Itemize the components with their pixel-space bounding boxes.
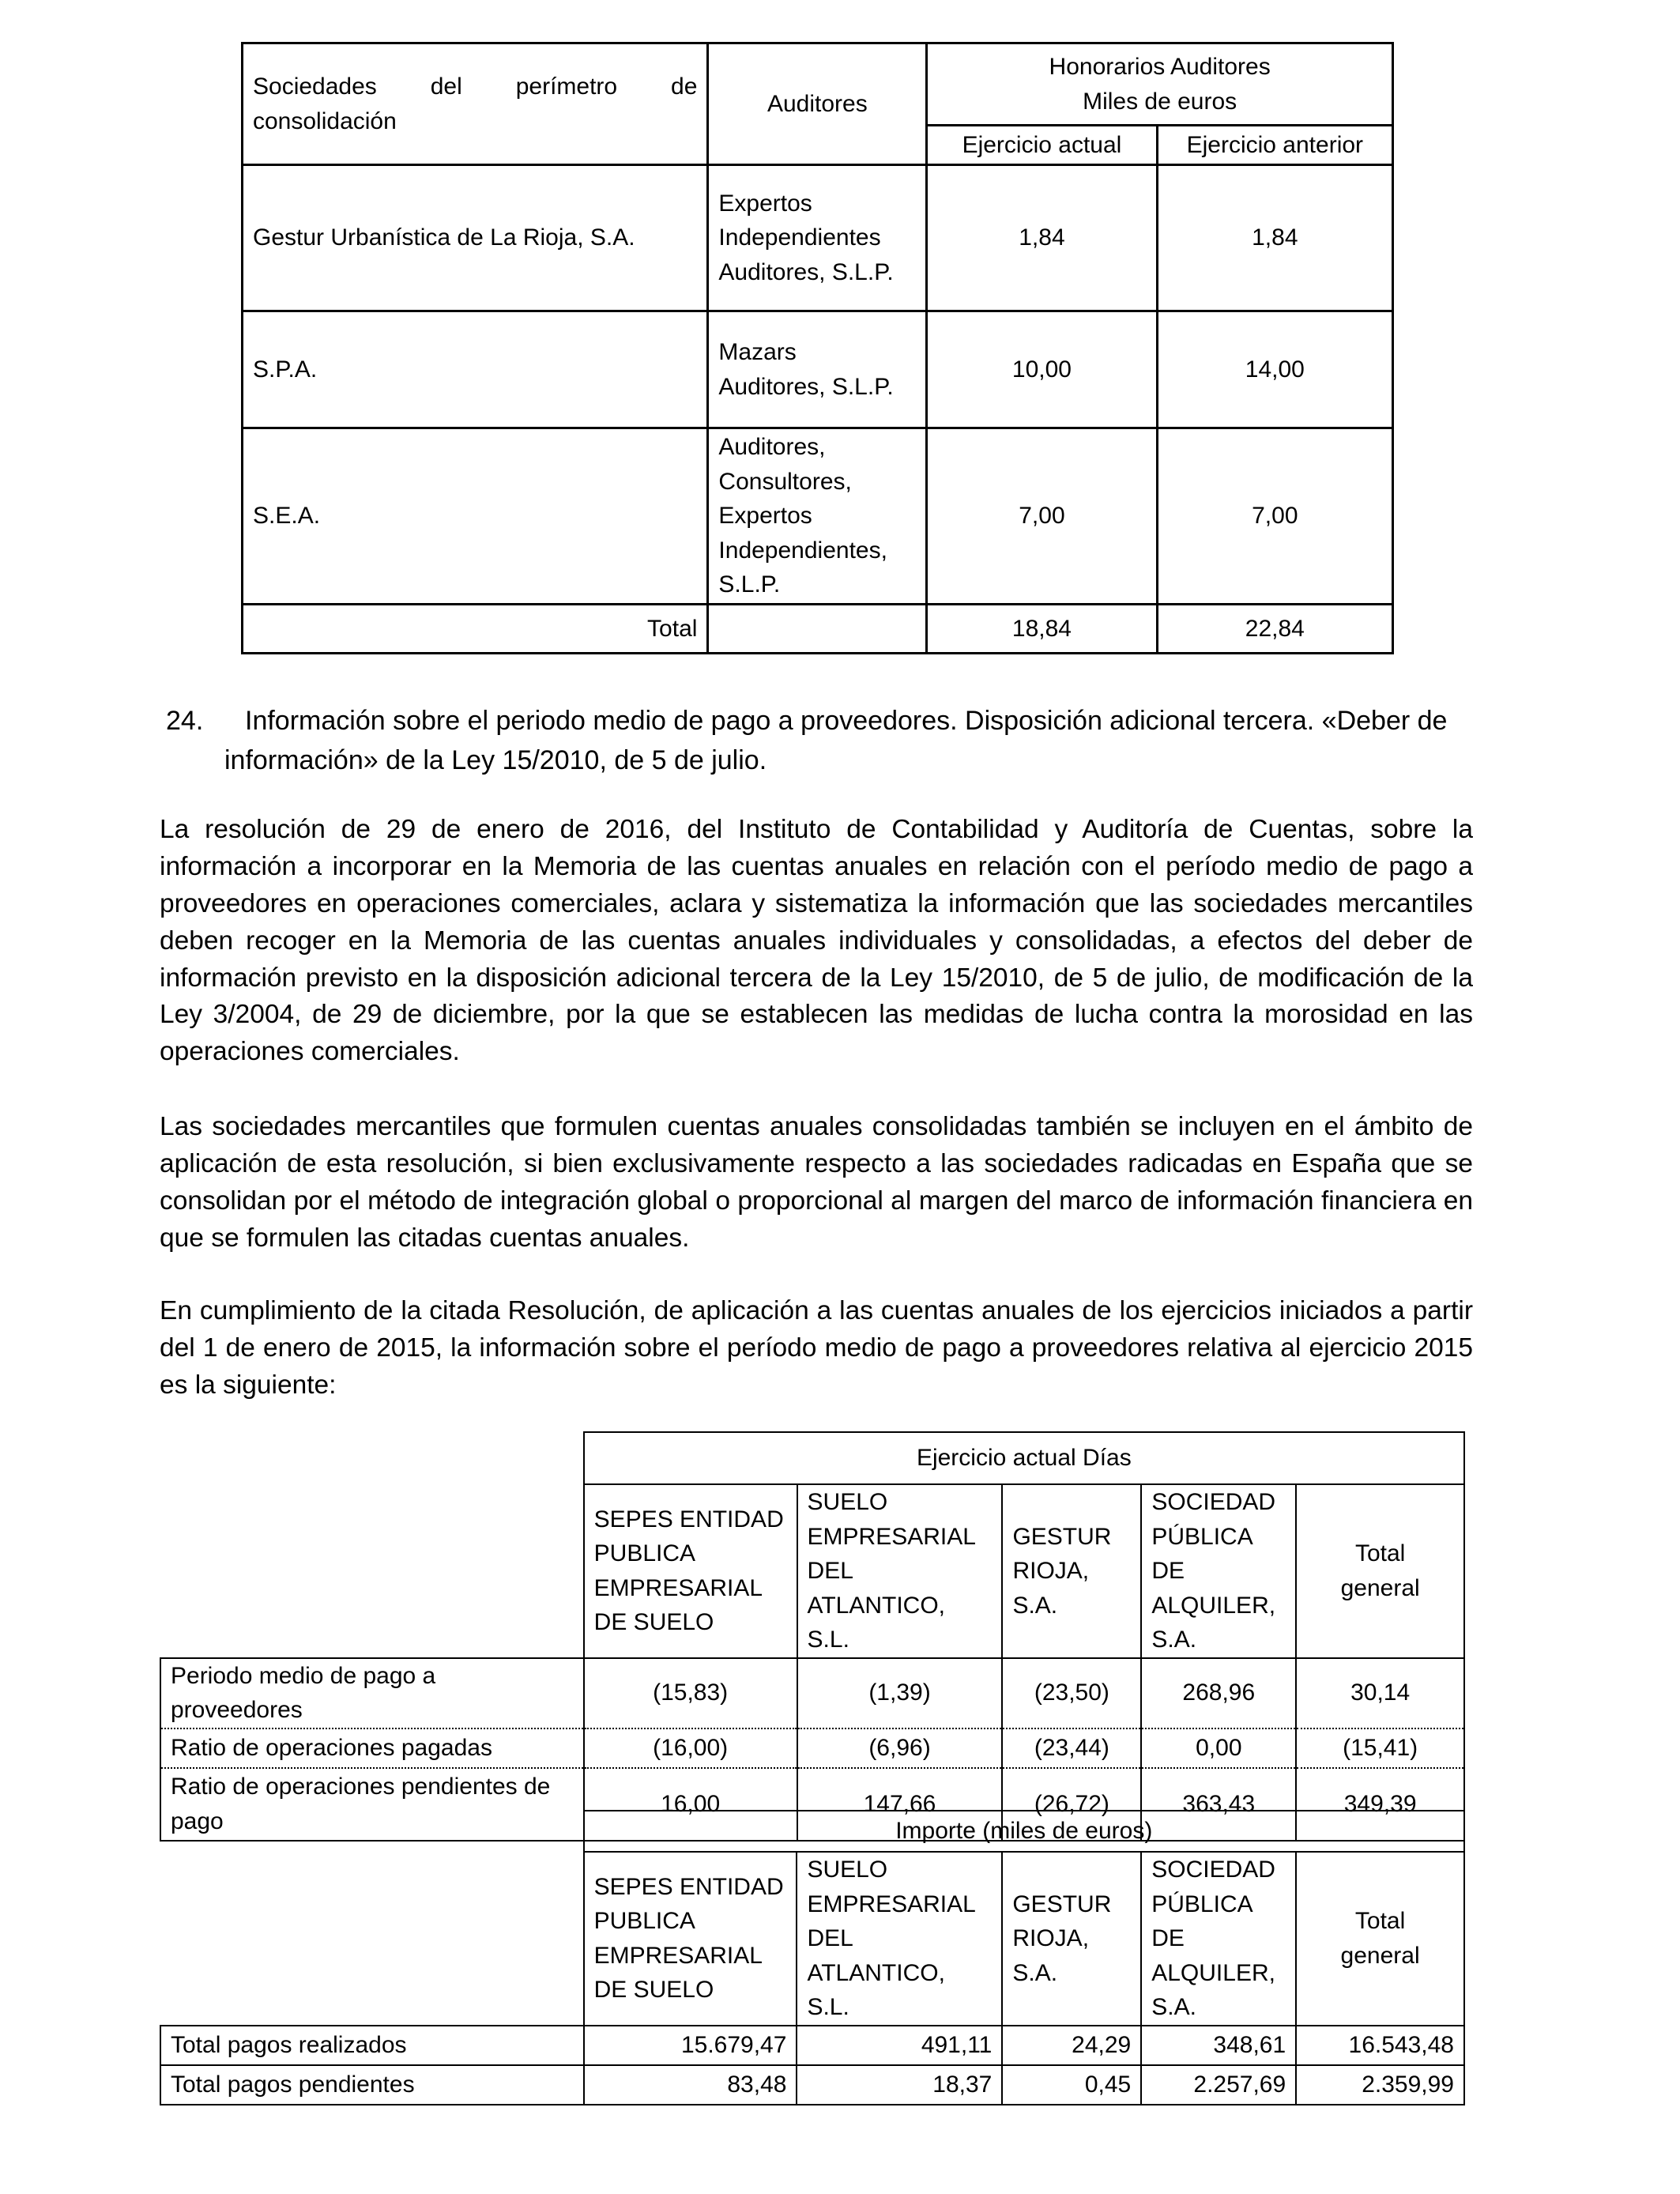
column-header-sepes (584, 1852, 797, 2026)
header-line: EMPRESARIAL (807, 1523, 976, 1550)
cell-value: (26,72) (1002, 1768, 1141, 1841)
auditor-line: Independientes (718, 224, 881, 251)
header-line: SEPES ENTIDAD (593, 1873, 784, 1900)
fee-current: 10,00 (927, 311, 1157, 428)
header-line: DEL ATLANTICO, (807, 1925, 945, 1986)
column-header-total (1296, 1484, 1464, 1658)
company-name: Gestur Urbanística de La Rioja, S.A. (243, 165, 708, 311)
cell-value: 83,48 (584, 2065, 797, 2105)
header-line: GESTUR (1012, 1891, 1112, 1917)
column-header-sepes (584, 1484, 797, 1658)
total-empty-cell (708, 605, 927, 654)
header-line: SOCIEDAD (1151, 1489, 1276, 1515)
auditor-line: Mazars (718, 339, 797, 365)
column-header-gestur (1002, 1852, 1141, 2026)
table-row (160, 1658, 1464, 1728)
cell-value: (15,83) (584, 1658, 797, 1728)
header-auditors: Auditores (708, 43, 927, 165)
table-row (160, 2065, 1464, 2105)
fee-current: 1,84 (927, 165, 1157, 311)
blank-corner (160, 1484, 584, 1658)
cell-value: (6,96) (797, 1728, 1003, 1768)
header-line: SOCIEDAD (1151, 1857, 1275, 1883)
cell-value: 24,29 (1002, 2026, 1141, 2065)
header-line: SUELO (807, 1857, 888, 1883)
fee-previous: 7,00 (1157, 428, 1392, 605)
header-line: S.A. (1151, 1627, 1197, 1653)
cell-value: 491,11 (797, 2026, 1002, 2065)
cell-value: 0,45 (1002, 2065, 1141, 2105)
total-label: Total (243, 605, 708, 654)
auditor-line: Expertos (718, 190, 812, 217)
total-previous: 22,84 (1157, 605, 1392, 654)
cell-value: (23,50) (1002, 1658, 1141, 1728)
cell-value: (15,41) (1296, 1728, 1464, 1768)
header-line: DE SUELO (593, 1609, 714, 1636)
header-line: general (1340, 1574, 1420, 1601)
row-label: Ratio de operaciones pagadas (160, 1728, 584, 1768)
payment-period-table (160, 1431, 1465, 1842)
table-row (243, 311, 1393, 428)
column-header-total (1296, 1852, 1464, 2026)
auditor-line: Expertos (718, 503, 812, 530)
auditor-line: Auditores, S.L.P. (718, 258, 894, 285)
header-current-year: Ejercicio actual (927, 126, 1157, 165)
auditor-name (708, 428, 927, 605)
header-line: S.L. (807, 1994, 849, 2020)
header-fees (927, 43, 1393, 126)
column-header-suelo (797, 1852, 1002, 2026)
payment-amounts-table (160, 1810, 1465, 2105)
cell-value: (23,44) (1002, 1728, 1141, 1768)
cell-value: 268,96 (1141, 1658, 1296, 1728)
auditor-name (708, 311, 927, 428)
cell-value: 15.679,47 (584, 2026, 797, 2065)
paragraph-3: En cumplimiento de la citada Resolución, de aplicación a las cuentas anuales de los ejercicios iniciados a partir del 1 de enero de 2015, la información sobre el período medio de pago a proveedores relativa al ejercicio 2015 es la siguiente: (160, 1296, 1473, 1400)
header-line: Total (1354, 1540, 1406, 1567)
cell-value: 16.543,48 (1296, 2026, 1464, 2065)
heading-line1 (166, 702, 1509, 741)
row-label: Total pagos pendientes (160, 2065, 584, 2105)
header-fees-line1: Honorarios Auditores (1049, 54, 1271, 80)
row-label-line: pago (171, 1808, 224, 1834)
fee-previous: 14,00 (1157, 311, 1392, 428)
auditor-line: Auditores, S.L.P. (718, 373, 894, 400)
header-fees-line2: Miles de euros (1083, 88, 1237, 115)
header-line: S.A. (1012, 1592, 1058, 1619)
fee-previous: 1,84 (1157, 165, 1392, 311)
auditor-line: Consultores, (718, 468, 852, 495)
header-line: S.L. (807, 1627, 849, 1653)
header-line: PUBLICA (593, 1908, 695, 1935)
section-title-part1: Información sobre el periodo medio de pago a proveedores. Disposición adicional tercera. «Deber de (245, 706, 1448, 736)
cell-value: (1,39) (797, 1658, 1003, 1728)
header-company (243, 43, 708, 165)
table-title: Importe (miles de euros) (584, 1811, 1464, 1852)
cell-value: 2.359,99 (1296, 2065, 1464, 2105)
cell-value: 30,14 (1296, 1658, 1464, 1728)
total-current: 18,84 (927, 605, 1157, 654)
header-line: PÚBLICA DE (1151, 1891, 1252, 1951)
row-label-line: proveedores (171, 1697, 303, 1723)
column-header-sociedad (1141, 1852, 1296, 2026)
column-header-suelo (797, 1484, 1003, 1658)
cell-value: 18,37 (797, 2065, 1002, 2105)
paragraph-2: Las sociedades mercantiles que formulen cuentas anuales consolidadas también se incluyen en el ámbito de aplicación de esta resolución, si bien exclusivamente respecto a las sociedades radicadas en España que se consolidan por el método de integración global o proporcional al margen del marco de información financiera en que se formulen las citadas cuentas anuales. (160, 1112, 1473, 1253)
header-company-line1: Sociedades del perímetro de (253, 74, 698, 100)
header-line: RIOJA, (1012, 1558, 1090, 1584)
auditor-line: S.L.P. (718, 571, 781, 598)
column-header-sociedad (1141, 1484, 1296, 1658)
section-title-part2: información» de la Ley 15/2010, de 5 de julio. (224, 745, 767, 775)
header-line: DE SUELO (593, 1977, 714, 2004)
header-line: general (1340, 1942, 1420, 1969)
blank-corner (160, 1811, 584, 1852)
cell-value: 147,66 (797, 1768, 1003, 1841)
auditor-line: Independientes, (718, 537, 887, 564)
cell-value: 349,39 (1296, 1768, 1464, 1841)
company-name: S.P.A. (243, 311, 708, 428)
cell-value: 16,00 (584, 1768, 797, 1841)
auditor-fees-table (241, 42, 1394, 654)
section-heading (166, 702, 1509, 780)
header-line: EMPRESARIAL (807, 1891, 976, 1917)
header-previous-year: Ejercicio anterior (1157, 126, 1392, 165)
header-line: RIOJA, (1012, 1925, 1090, 1951)
column-header-gestur (1002, 1484, 1141, 1658)
company-name: S.E.A. (243, 428, 708, 605)
section-number: 24. (166, 706, 204, 736)
total-row (243, 605, 1393, 654)
cell-value: 363,43 (1141, 1768, 1296, 1841)
header-line: ALQUILER, (1151, 1959, 1275, 1986)
header-line: DEL ATLANTICO, (807, 1558, 946, 1619)
header-line: S.A. (1012, 1959, 1058, 1986)
header-line: EMPRESARIAL (593, 1574, 763, 1601)
header-line: S.A. (1151, 1994, 1196, 2020)
table-row (243, 428, 1393, 605)
row-label: Total pagos realizados (160, 2026, 584, 2065)
table-title: Ejercicio actual Días (584, 1432, 1464, 1484)
auditor-line: Auditores, (718, 434, 826, 461)
cell-value: 348,61 (1141, 2026, 1296, 2065)
header-line: GESTUR (1012, 1523, 1112, 1550)
fee-current: 7,00 (927, 428, 1157, 605)
row-label (160, 1658, 584, 1728)
header-company-line2: consolidación (253, 107, 397, 134)
table-row (243, 165, 1393, 311)
header-line: Total (1354, 1908, 1406, 1935)
row-label-line: Ratio de operaciones pendientes de (171, 1774, 551, 1800)
header-line: EMPRESARIAL (593, 1942, 763, 1969)
auditor-name (708, 165, 927, 311)
blank-corner (160, 1852, 584, 2026)
header-line: PUBLICA (593, 1540, 696, 1567)
header-line: ALQUILER, (1151, 1592, 1276, 1619)
cell-value: 0,00 (1141, 1728, 1296, 1768)
paragraph-1: La resolución de 29 de enero de 2016, del Instituto de Contabilidad y Auditoría de Cuentas, sobre la información a incorporar en la Memoria de las cuentas anuales en relación con el período medio de pago a proveedores en operaciones comerciales, aclara y sistematiza la información que las sociedades mercantiles deben recoger en la Memoria de las cuentas anuales individuales y consolidadas, a efectos del deber de información previsto en la disposición adicional tercera de la Ley 15/2010, de 5 de julio, de modificación de la Ley 3/2004, de 29 de diciembre, por la que se establecen las medidas de lucha contra la morosidad en las operaciones comerciales. (160, 815, 1473, 1067)
row-label-line: Periodo medio de pago a (171, 1662, 436, 1689)
blank-corner (160, 1432, 584, 1484)
header-line: PÚBLICA DE (1151, 1523, 1252, 1584)
table-row (160, 2026, 1464, 2065)
cell-value: (16,00) (584, 1728, 797, 1768)
header-line: SEPES ENTIDAD (593, 1506, 784, 1532)
header-line: SUELO (807, 1489, 888, 1515)
table-row (160, 1728, 1464, 1768)
cell-value: 2.257,69 (1141, 2065, 1296, 2105)
